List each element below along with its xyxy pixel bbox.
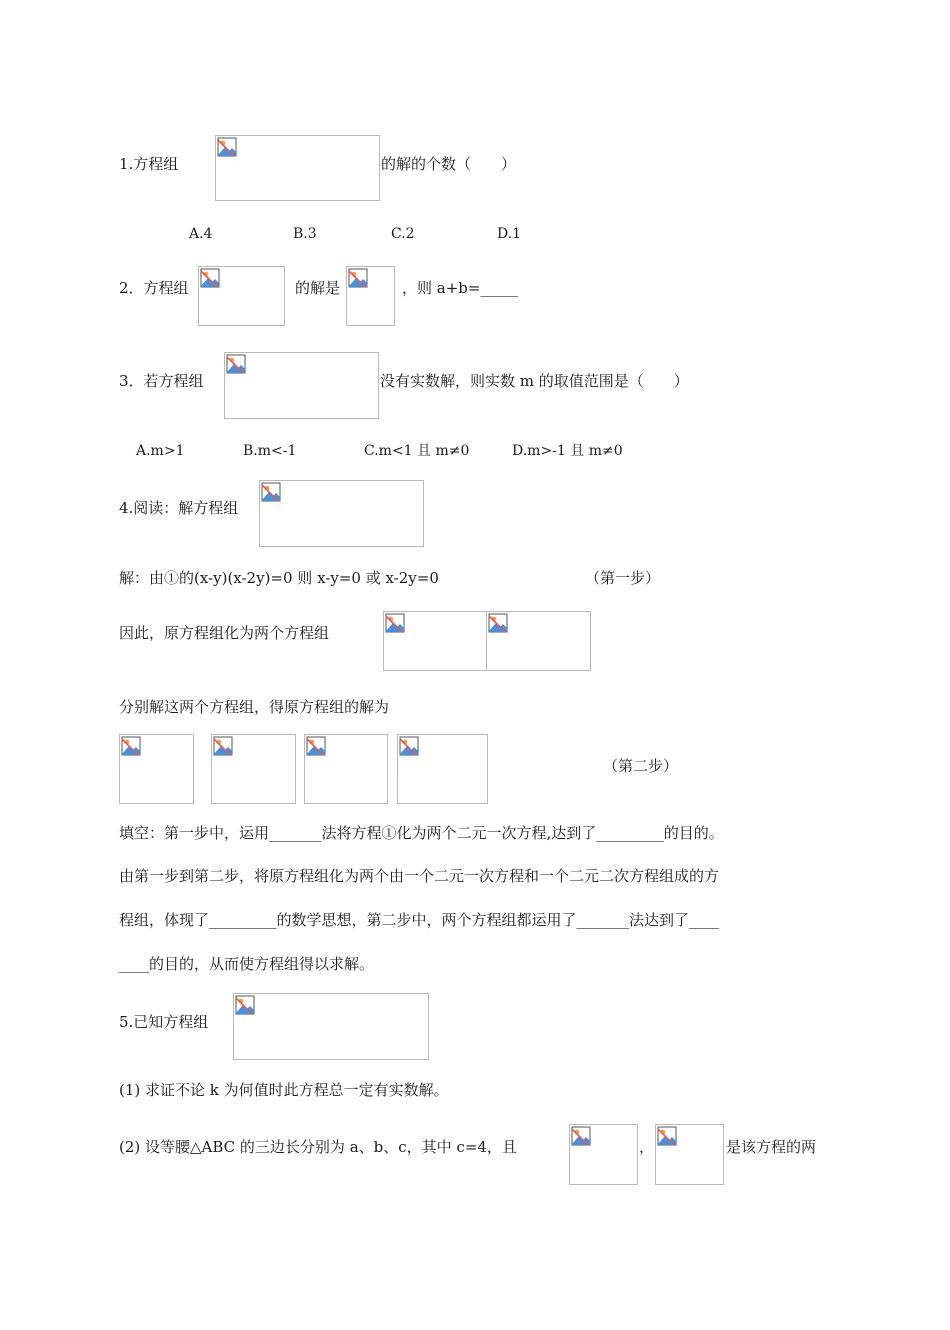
q4-stem-prefix: 4.阅读：解方程组 (119, 499, 239, 517)
q2-solution-image (346, 266, 395, 326)
q4-fill-line-4: ____的目的，从而使方程组得以求解。 (119, 955, 375, 973)
q4-fill-line-1: 填空：第一步中，运用_______法将方程①化为两个二元一次方程,达到了_________的目的。 (119, 824, 724, 842)
broken-image-icon (657, 1126, 677, 1146)
q2-equation-image (198, 266, 285, 326)
broken-image-icon (385, 613, 405, 633)
q2-middle-text: 的解是 (295, 279, 341, 297)
q5-equation-image (233, 993, 429, 1060)
q1-equation-image (215, 135, 380, 201)
q3-option-a: A.m>1 (136, 443, 185, 459)
q4-system-image-1 (383, 611, 487, 671)
broken-image-icon (235, 995, 255, 1015)
q1-option-a: A.4 (189, 226, 213, 242)
q4-split-line: 因此，原方程组化为两个方程组 (119, 624, 330, 642)
q5-part1: (1) 求证不论 k 为何值时此方程总一定有实数解。 (119, 1081, 449, 1099)
q4-solution-image-4 (397, 734, 488, 804)
broken-image-icon (121, 736, 141, 756)
q4-result-line: 分别解这两个方程组，得原方程组的解为 (119, 698, 390, 716)
q3-equation-image (224, 352, 379, 419)
broken-image-icon (213, 736, 233, 756)
broken-image-icon (571, 1126, 591, 1146)
q4-fill-line-2: 由第一步到第二步，将原方程组化为两个由一个二元一次方程和一个二元二次方程组成的方 (119, 867, 720, 885)
q4-solution-image-1 (119, 734, 194, 804)
q1-option-c: C.2 (391, 226, 415, 242)
q3-stem-prefix: 3．若方程组 (119, 372, 204, 390)
q1-stem-prefix: 1.方程组 (119, 155, 179, 173)
broken-image-icon (306, 736, 326, 756)
q4-solution-line: 解：由①的(x-y)(x-2y)=0 则 x-y=0 或 x-2y=0 (119, 569, 439, 587)
q4-solution-image-3 (304, 734, 388, 804)
q5-part2-comma: ， (639, 1138, 655, 1156)
q3-stem-suffix: 没有实数解，则实数 m 的取值范围是（ ） (380, 372, 689, 390)
q4-step1-label: （第一步） (585, 569, 661, 587)
q4-equation-image (259, 480, 424, 547)
q4-solution-image-2 (211, 734, 296, 804)
q5-part2-prefix: (2) 设等腰△ABC 的三边长分别为 a、b、c，其中 c=4，且 (119, 1138, 517, 1156)
broken-image-icon (261, 482, 281, 502)
q4-system-image-2 (486, 611, 591, 671)
q2-stem-prefix: 2．方程组 (119, 279, 189, 297)
q5-root-image-2 (655, 1124, 724, 1185)
q1-option-d: D.1 (497, 226, 522, 242)
q3-option-c: C.m<1 且 m≠0 (364, 443, 470, 459)
broken-image-icon (399, 736, 419, 756)
q5-stem-prefix: 5.已知方程组 (119, 1013, 209, 1031)
q4-step2-label: （第二步） (603, 757, 679, 775)
q5-root-image-1 (569, 1124, 638, 1185)
q2-suffix-text: ，则 a+b=_____ (402, 279, 518, 297)
broken-image-icon (488, 613, 508, 633)
broken-image-icon (348, 268, 368, 288)
q4-fill-line-3: 程组，体现了_________的数学思想，第二步中，两个方程组都运用了_______法达到了____ (119, 911, 720, 929)
broken-image-icon (217, 137, 237, 157)
q1-stem-suffix: 的解的个数（ ） (381, 155, 517, 173)
broken-image-icon (226, 354, 246, 374)
q3-option-b: B.m<-1 (243, 443, 297, 459)
broken-image-icon (200, 268, 220, 288)
q3-option-d: D.m>-1 且 m≠0 (512, 443, 623, 459)
q5-part2-suffix: 是该方程的两 (726, 1138, 817, 1156)
q1-option-b: B.3 (293, 226, 317, 242)
